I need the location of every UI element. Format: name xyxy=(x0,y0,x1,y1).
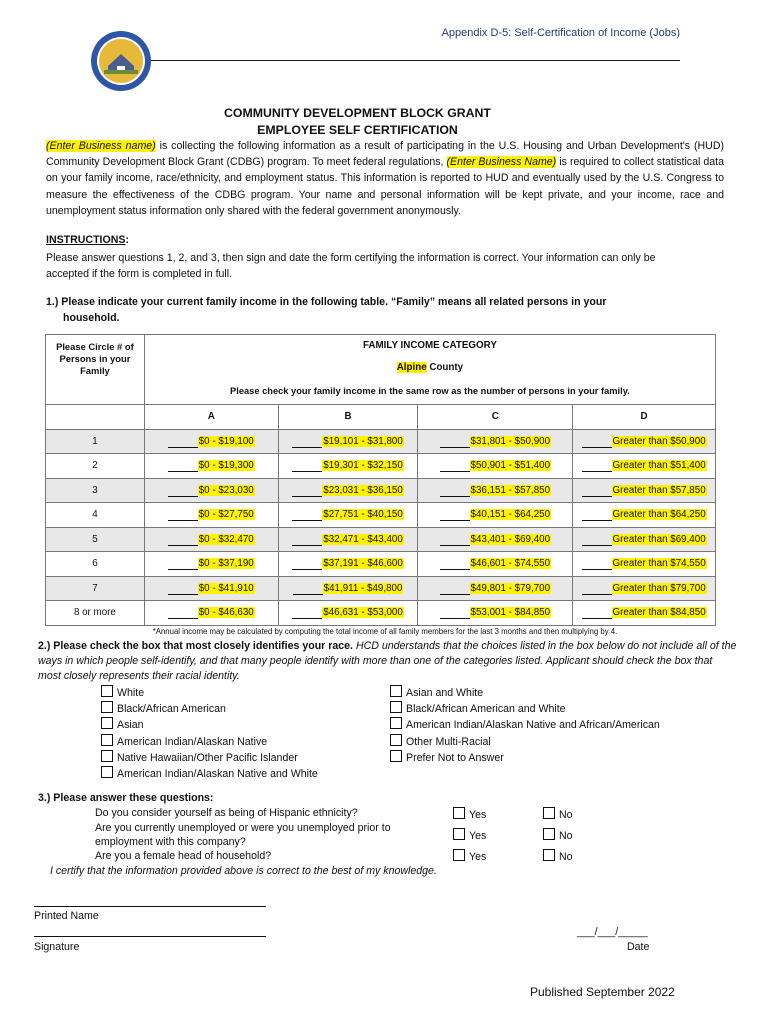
persons-count[interactable]: 1 xyxy=(46,429,145,454)
income-cell-c[interactable] xyxy=(418,478,573,503)
race-option-label: Native Hawaiian/Other Pacific Islander xyxy=(117,751,298,764)
race-option[interactable] xyxy=(101,734,318,750)
income-range-value: $0 - $32,470 xyxy=(198,533,254,545)
income-cell-d[interactable] xyxy=(573,503,716,528)
race-option[interactable] xyxy=(101,750,318,766)
form-title-line2: EMPLOYEE SELF CERTIFICATION xyxy=(257,123,458,137)
race-checkbox[interactable] xyxy=(101,734,113,746)
checkmark-blank[interactable] xyxy=(582,459,612,472)
checkmark-blank[interactable] xyxy=(440,606,470,619)
hispanic-no-label: No xyxy=(559,809,573,821)
checkmark-blank[interactable] xyxy=(292,484,322,497)
column-header-blank xyxy=(46,405,145,430)
female-head-yes-checkbox[interactable] xyxy=(453,849,465,861)
checkmark-blank[interactable] xyxy=(168,582,198,595)
income-row xyxy=(46,552,716,577)
q3-unemployed-question-1: Are you currently unemployed or were you unemployed prior to xyxy=(95,822,391,834)
hispanic-no-option[interactable] xyxy=(543,807,573,823)
header-rule xyxy=(148,60,680,61)
persons-count[interactable]: 4 xyxy=(46,503,145,528)
income-cell-d[interactable] xyxy=(573,454,716,479)
checkmark-blank[interactable] xyxy=(440,557,470,570)
income-range-value: $53,001 - $84,850 xyxy=(470,607,551,619)
income-row xyxy=(46,429,716,454)
income-range-value: $40,151 - $64,250 xyxy=(470,509,551,521)
checkmark-blank[interactable] xyxy=(582,484,612,497)
race-checkbox[interactable] xyxy=(390,717,402,729)
race-option[interactable] xyxy=(101,701,318,717)
income-range-value: $46,631 - $53,000 xyxy=(323,607,403,619)
instructions-heading: INSTRUCTIONS xyxy=(46,234,126,246)
race-checkbox[interactable] xyxy=(101,717,113,729)
race-option-label: American Indian/Alaskan Native xyxy=(117,735,268,748)
checkmark-blank[interactable] xyxy=(168,533,198,546)
female-head-no-option[interactable] xyxy=(543,849,573,865)
income-range-value: $31,801 - $50,900 xyxy=(470,435,551,447)
income-range-value: $50,901 - $51,400 xyxy=(470,460,551,472)
checkmark-blank[interactable] xyxy=(440,533,470,546)
hispanic-yes-label: Yes xyxy=(469,809,487,821)
income-cell-a[interactable] xyxy=(144,552,278,577)
income-row xyxy=(46,503,716,528)
income-cell-c[interactable] xyxy=(418,576,573,601)
income-cell-c[interactable] xyxy=(418,429,573,454)
income-range-value: $36,151 - $57,850 xyxy=(470,484,551,496)
income-cell-a[interactable] xyxy=(144,576,278,601)
income-range-value: $27,751 - $40,150 xyxy=(323,509,403,521)
race-options-right xyxy=(390,685,660,766)
race-option-label: Other Multi-Racial xyxy=(406,735,491,748)
race-checkbox[interactable] xyxy=(390,701,402,713)
unemployed-no-option[interactable] xyxy=(543,828,573,844)
unemployed-yes-checkbox[interactable] xyxy=(453,828,465,840)
instructions-heading-row xyxy=(46,232,129,248)
income-range-value: Greater than $84,850 xyxy=(612,607,706,619)
race-option-label: Prefer Not to Answer xyxy=(406,751,504,764)
income-cell-a[interactable] xyxy=(144,478,278,503)
table-instruction: Please check your family income in the same row as the number of persons in your family. xyxy=(144,378,715,405)
business-name-field[interactable]: (Enter Business name) xyxy=(46,140,156,152)
income-range-value: Greater than $50,900 xyxy=(612,435,706,447)
income-cell-d[interactable] xyxy=(573,552,716,577)
checkmark-blank[interactable] xyxy=(582,606,612,619)
income-cell-d[interactable] xyxy=(573,576,716,601)
income-cell-b[interactable] xyxy=(278,527,418,552)
income-cell-d[interactable] xyxy=(573,429,716,454)
checkmark-blank[interactable] xyxy=(582,557,612,570)
unemployed-yes-label: Yes xyxy=(469,830,487,842)
unemployed-yes-option[interactable] xyxy=(453,828,486,844)
county-suffix: County xyxy=(426,361,464,373)
income-range-value: $19,101 - $31,800 xyxy=(323,435,403,447)
published-date: Published September 2022 xyxy=(530,985,675,999)
hispanic-yes-option[interactable] xyxy=(453,807,486,823)
persons-count[interactable]: 8 or more xyxy=(46,601,145,626)
race-option-label: Black/African American and White xyxy=(406,703,566,716)
intro-text-1: is collecting the following information as a result of participating in the U.S. Housing and Urban Development's (HUD) Community Development Block Grant (CDBG) program. To meet federal regulations, xyxy=(46,140,725,169)
checkmark-blank[interactable] xyxy=(292,508,322,521)
persons-count[interactable]: 5 xyxy=(46,527,145,552)
date-field[interactable]: ___/___/_____ xyxy=(577,926,648,938)
hcd-seal-icon xyxy=(90,30,152,92)
form-title-line1: COMMUNITY DEVELOPMENT BLOCK GRANT xyxy=(224,106,491,120)
checkmark-blank[interactable] xyxy=(440,459,470,472)
income-range-value: $37,191 - $46,600 xyxy=(323,558,403,570)
race-option[interactable] xyxy=(101,717,318,733)
hispanic-no-checkbox[interactable] xyxy=(543,807,555,819)
checkmark-blank[interactable] xyxy=(292,533,322,546)
income-row xyxy=(46,454,716,479)
income-range-value: Greater than $74,550 xyxy=(612,558,706,570)
q2-prompt xyxy=(38,639,738,685)
income-cell-c[interactable] xyxy=(418,601,573,626)
checkmark-blank[interactable] xyxy=(168,484,198,497)
checkmark-blank[interactable] xyxy=(440,484,470,497)
race-checkbox[interactable] xyxy=(101,685,113,697)
instructions-text: Please answer questions 1, 2, and 3, then sign and date the form certifying the information is correct. Your information can only be accepted if the form is completed in full. xyxy=(46,252,656,280)
instructions-colon: : xyxy=(125,234,129,246)
race-checkbox[interactable] xyxy=(390,750,402,762)
checkmark-blank[interactable] xyxy=(168,606,198,619)
income-range-value: Greater than $57,850 xyxy=(612,484,706,496)
circle-persons-header: Please Circle # of Persons in your Family xyxy=(46,335,145,405)
race-option[interactable] xyxy=(101,766,318,782)
female-head-yes-option[interactable] xyxy=(453,849,486,865)
income-cell-b[interactable] xyxy=(278,478,418,503)
race-option-label: Black/African American xyxy=(117,703,226,716)
race-option[interactable] xyxy=(390,701,660,717)
income-cell-c[interactable] xyxy=(418,527,573,552)
income-footnote: *Annual income may be calculated by computing the total income of all family members for the last 3 months and then multiplying by 4. xyxy=(152,627,618,636)
signature-line[interactable] xyxy=(34,936,266,937)
checkmark-blank[interactable] xyxy=(292,557,322,570)
appendix-header: Appendix D-5: Self-Certification of Income (Jobs) xyxy=(441,27,680,39)
q3-unemployed-question-2: employment with this company? xyxy=(95,836,246,848)
persons-count[interactable]: 3 xyxy=(46,478,145,503)
race-option[interactable] xyxy=(390,685,660,701)
checkmark-blank[interactable] xyxy=(582,435,612,448)
income-cell-d[interactable] xyxy=(573,527,716,552)
income-range-value: Greater than $69,400 xyxy=(612,533,706,545)
race-checkbox[interactable] xyxy=(101,701,113,713)
county-name[interactable]: Alpine xyxy=(396,361,427,373)
q2-label: 2.) Please check the box that most closely identifies your race. xyxy=(38,640,353,652)
income-row xyxy=(46,601,716,626)
column-header-d: D xyxy=(573,405,716,430)
unemployed-no-checkbox[interactable] xyxy=(543,828,555,840)
column-header-c: C xyxy=(418,405,573,430)
income-row xyxy=(46,527,716,552)
race-options-left xyxy=(101,685,318,782)
printed-name-line[interactable] xyxy=(34,906,266,907)
income-cell-b[interactable] xyxy=(278,429,418,454)
family-income-table xyxy=(45,334,716,626)
hispanic-yes-checkbox[interactable] xyxy=(453,807,465,819)
persons-count[interactable]: 2 xyxy=(46,454,145,479)
checkmark-blank[interactable] xyxy=(440,582,470,595)
race-option[interactable] xyxy=(101,685,318,701)
race-option-label: American Indian/Alaskan Native and White xyxy=(117,768,318,781)
income-range-value: $41,911 - $49,800 xyxy=(323,582,403,594)
printed-name-label: Printed Name xyxy=(34,910,99,922)
income-row xyxy=(46,576,716,601)
income-cell-a[interactable] xyxy=(144,527,278,552)
checkmark-blank[interactable] xyxy=(168,459,198,472)
q1-line2: household. xyxy=(63,312,120,324)
q3-female-head-question: Are you a female head of household? xyxy=(95,850,272,862)
income-range-value: $0 - $23,030 xyxy=(198,484,254,496)
county-row xyxy=(144,356,715,378)
checkmark-blank[interactable] xyxy=(582,582,612,595)
race-option-label: Asian and White xyxy=(406,687,484,699)
checkmark-blank[interactable] xyxy=(292,606,322,619)
race-checkbox[interactable] xyxy=(390,685,402,697)
column-header-b: B xyxy=(278,405,418,430)
race-option-label: Asian xyxy=(117,719,144,732)
race-option[interactable] xyxy=(390,734,660,750)
income-range-value: $0 - $41,910 xyxy=(198,582,254,594)
income-cell-b[interactable] xyxy=(278,454,418,479)
checkmark-blank[interactable] xyxy=(292,459,322,472)
race-option[interactable] xyxy=(390,717,660,733)
income-range-value: $49,801 - $79,700 xyxy=(470,582,551,594)
income-cell-a[interactable] xyxy=(144,454,278,479)
income-cell-d[interactable] xyxy=(573,478,716,503)
female-head-no-label: No xyxy=(559,851,573,863)
race-checkbox[interactable] xyxy=(101,750,113,762)
checkmark-blank[interactable] xyxy=(168,557,198,570)
income-range-value: $0 - $46,630 xyxy=(198,607,254,619)
female-head-no-checkbox[interactable] xyxy=(543,849,555,861)
certify-statement: I certify that the information provided above is correct to the best of my knowledge. xyxy=(50,865,437,877)
intro-paragraph xyxy=(46,138,724,219)
race-option[interactable] xyxy=(390,750,660,766)
income-range-value: $19,301 - $32,150 xyxy=(323,460,403,472)
income-range-value: $0 - $19,100 xyxy=(198,435,254,447)
race-checkbox[interactable] xyxy=(390,734,402,746)
income-cell-b[interactable] xyxy=(278,503,418,528)
race-option-label: White xyxy=(117,687,145,699)
unemployed-no-label: No xyxy=(559,830,573,842)
income-cell-a[interactable] xyxy=(144,429,278,454)
income-range-value: Greater than $79,700 xyxy=(612,582,706,594)
income-range-value: $43,401 - $69,400 xyxy=(470,533,551,545)
checkmark-blank[interactable] xyxy=(293,582,323,595)
checkmark-blank[interactable] xyxy=(440,508,470,521)
q3-label: 3.) Please answer these questions: xyxy=(38,792,214,804)
checkmark-blank[interactable] xyxy=(168,508,198,521)
business-name-field-2[interactable]: (Enter Business Name) xyxy=(446,156,557,169)
female-head-yes-label: Yes xyxy=(469,851,487,863)
persons-count[interactable]: 6 xyxy=(46,552,145,577)
checkmark-blank[interactable] xyxy=(582,508,612,521)
income-cell-a[interactable] xyxy=(144,601,278,626)
race-checkbox[interactable] xyxy=(101,766,113,778)
income-cell-d[interactable] xyxy=(573,601,716,626)
column-header-a: A xyxy=(144,405,278,430)
income-cell-b[interactable] xyxy=(278,576,418,601)
checkmark-blank[interactable] xyxy=(168,435,198,448)
income-cell-b[interactable] xyxy=(278,601,418,626)
income-cell-b[interactable] xyxy=(278,552,418,577)
income-row xyxy=(46,478,716,503)
income-range-value: $32,471 - $43,400 xyxy=(323,533,403,545)
income-cell-a[interactable] xyxy=(144,503,278,528)
checkmark-blank[interactable] xyxy=(582,533,612,546)
checkmark-blank[interactable] xyxy=(440,435,470,448)
race-option-label: American Indian/Alaskan Native and African/American xyxy=(406,719,660,732)
income-cell-c[interactable] xyxy=(418,454,573,479)
q3-hispanic-question: Do you consider yourself as being of Hispanic ethnicity? xyxy=(95,807,358,819)
income-range-value: $0 - $27,750 xyxy=(198,509,254,521)
income-cell-c[interactable] xyxy=(418,503,573,528)
income-range-value: $46,601 - $74,550 xyxy=(470,558,551,570)
intro-text-2: is required to collect statistical data on your family income, race/ethnicity, and employment status. This information is reported to HUD and eventually used by the U.S. Congress to measure the effectiveness of the CDBG program. Your name and personal information will be kept private, and your income, race and unemployment status information only shared with the federal government anonymously. xyxy=(46,156,724,217)
signature-label: Signature xyxy=(34,941,80,953)
income-cell-c[interactable] xyxy=(418,552,573,577)
income-range-value: $0 - $37,190 xyxy=(198,558,254,570)
checkmark-blank[interactable] xyxy=(292,435,322,448)
income-range-value: $23,031 - $36,150 xyxy=(323,484,403,496)
income-range-value: Greater than $51,400 xyxy=(612,460,706,472)
income-range-value: Greater than $64,250 xyxy=(612,509,706,521)
q1-line1: 1.) Please indicate your current family income in the following table. “Family” means all related persons in your xyxy=(46,296,607,308)
date-label: Date xyxy=(627,941,650,953)
q2-italic-text: HCD understands that the choices listed in the box below do not include all of the ways in which people self-identify, and that many people identify with more than one of the categories listed. Applicant should check the box that most closely represents their racial identity. xyxy=(38,640,737,683)
income-range-value: $0 - $19,300 xyxy=(198,460,254,472)
category-header: FAMILY INCOME CATEGORY xyxy=(144,335,715,357)
persons-count[interactable]: 7 xyxy=(46,576,145,601)
